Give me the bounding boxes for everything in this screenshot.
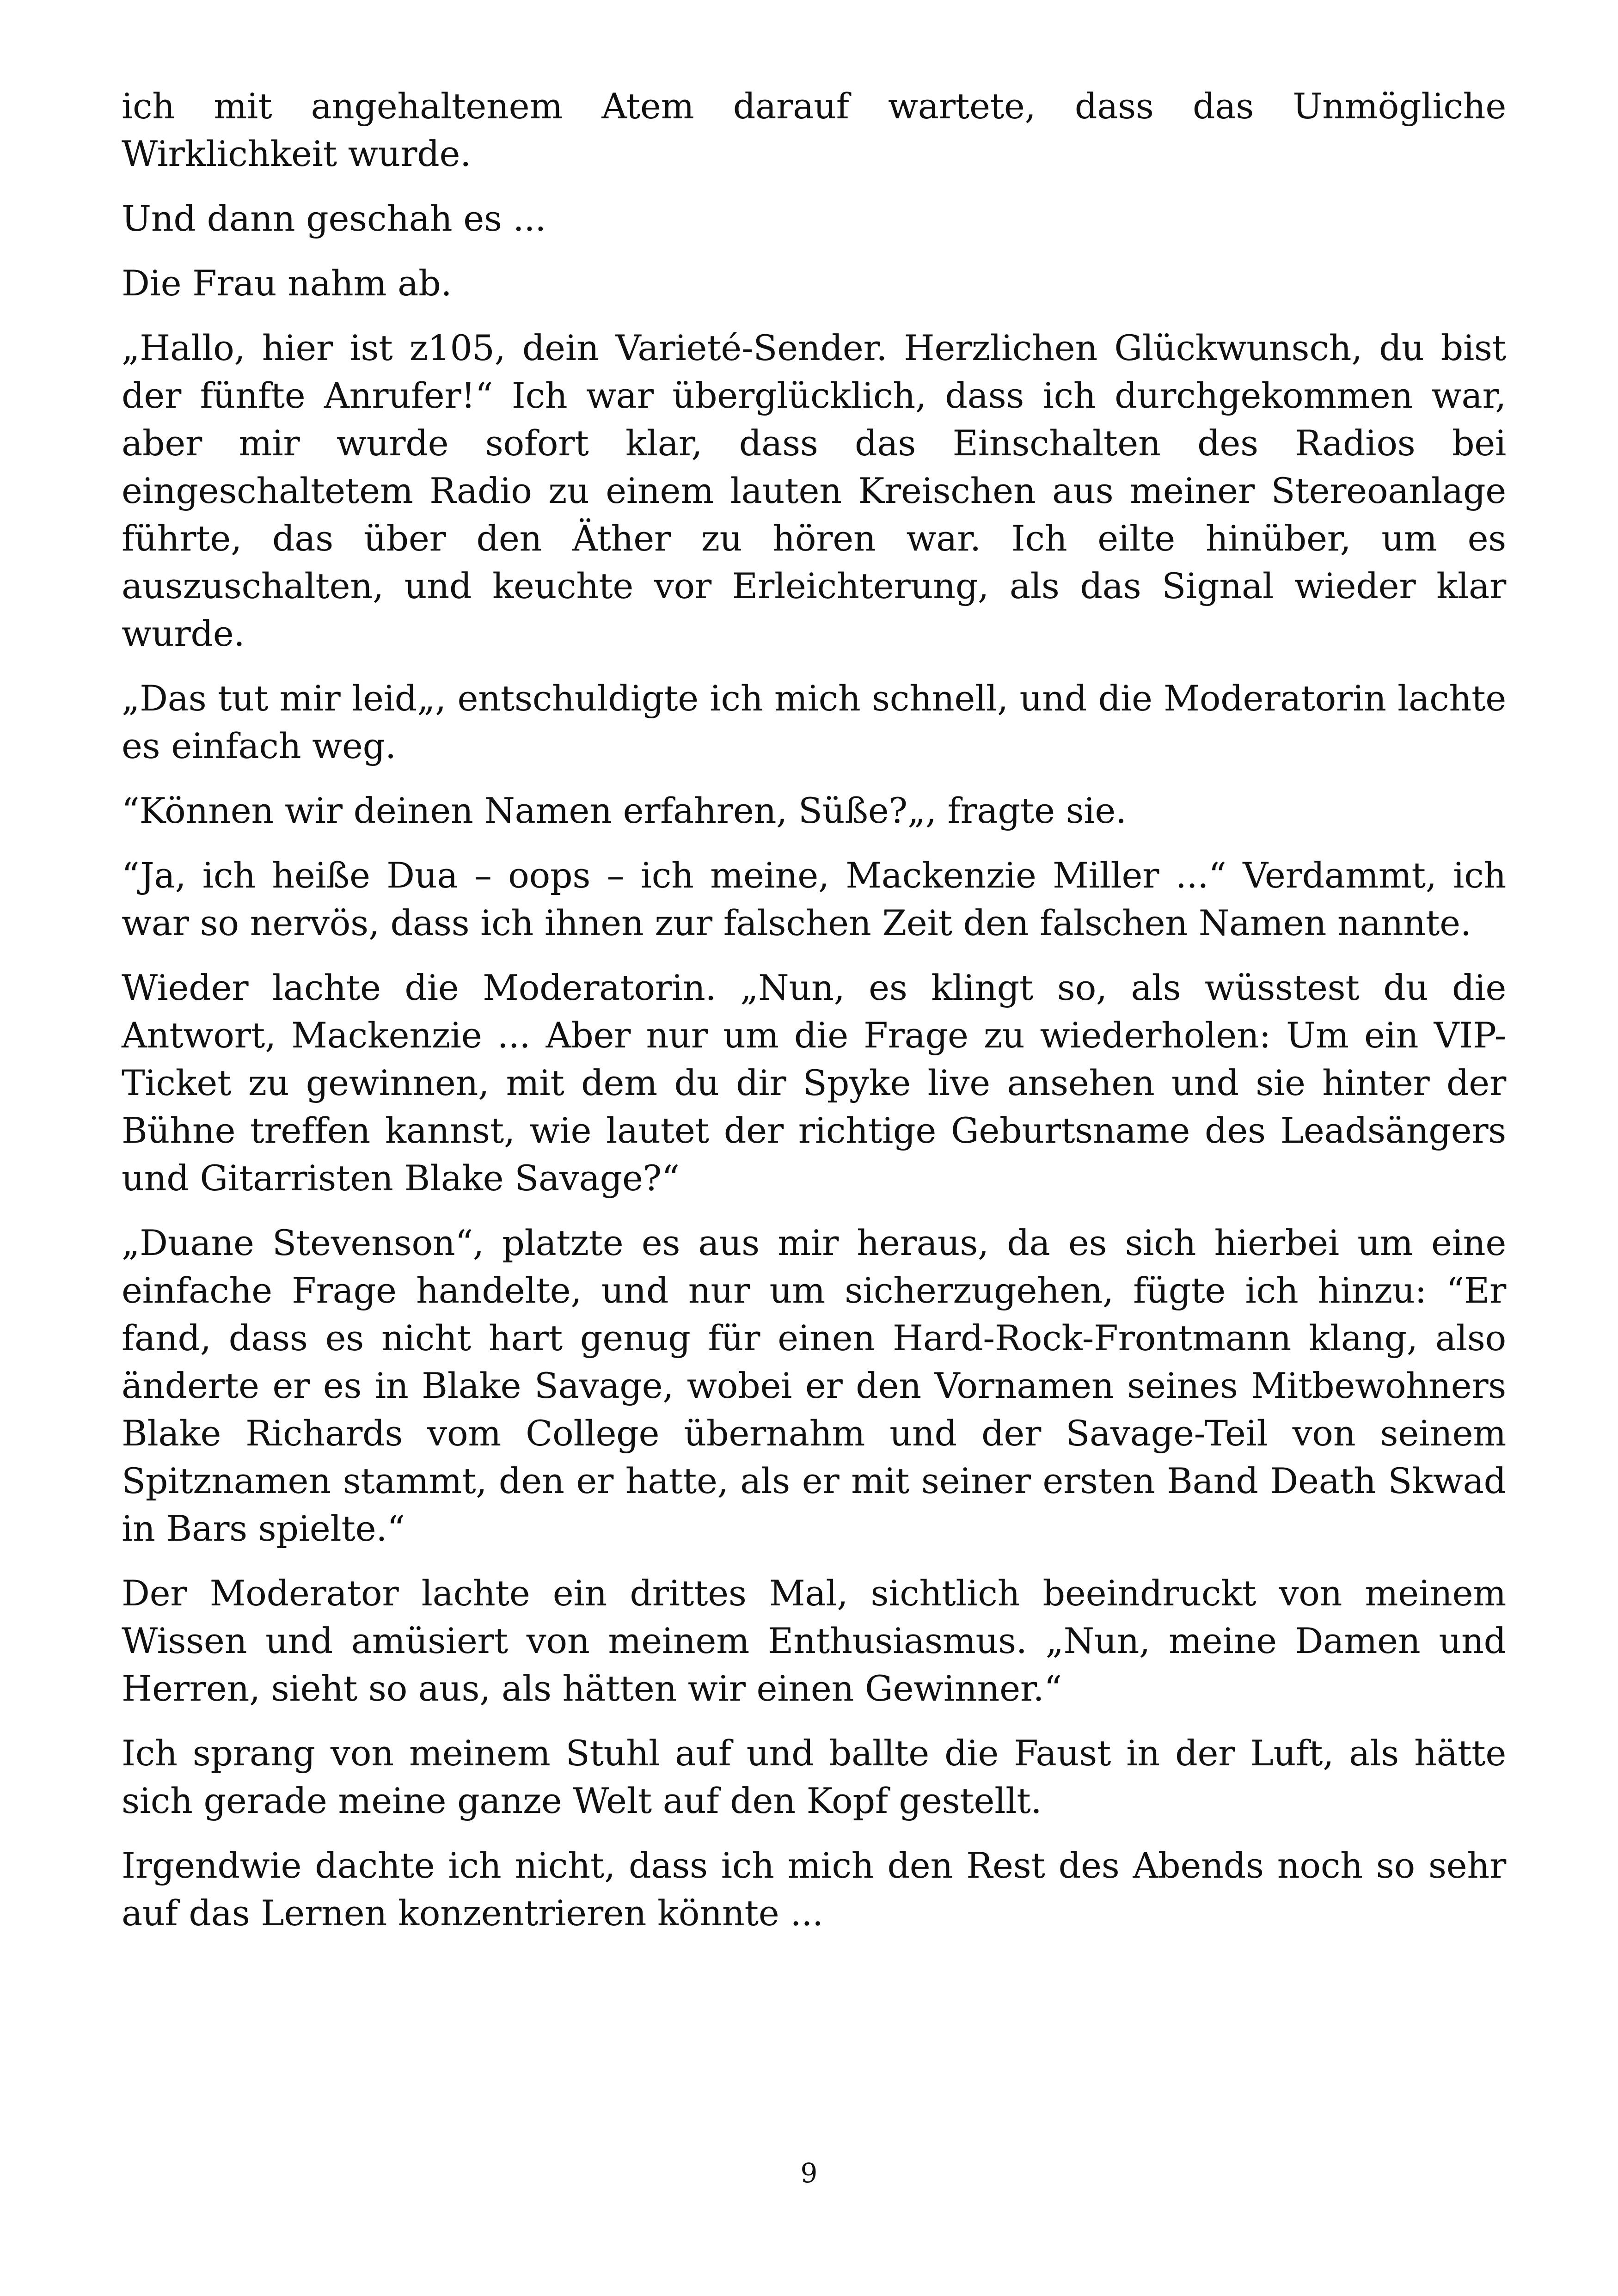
paragraph-6: “Können wir deinen Namen erfahren, Süße?„, fragte sie.	[122, 790, 1127, 831]
page-number: 9	[800, 2157, 818, 2189]
paragraph-10: Der Moderator lachte ein drittes Mal, sichtlich beeindruckt von meinem Wissen und amüsiert von meinem Enthusiasmus. „Nun, meine Damen und Herren, sieht so aus, als hätten wir einen Gewinner.“	[122, 1573, 1506, 1709]
paragraph-2: Und dann geschah es ...	[122, 198, 546, 239]
paragraph-9: „Duane Stevenson“, platzte es aus mir heraus, da es sich hierbei um eine einfache Frage handelte, und nur um sicherzugehen, fügte ich hinzu: “Er fand, dass es nicht hart genug für einen Hard-Rock-Frontmann klang, also änderte er es in Blake Savage, wobei er den Vornamen seines Mitbewohners Blake Richards vom College übernahm und der Savage-Teil von seinem Spitznamen stammt, den er hatte, als er mit seiner ersten Band Death Skwad in Bars spielte.“	[122, 1222, 1506, 1549]
paragraph-11: Ich sprang von meinem Stuhl auf und ballte die Faust in der Luft, als hätte sich gerade meine ganze Welt auf den Kopf gestellt.	[122, 1733, 1506, 1821]
paragraph-12: Irgendwie dachte ich nicht, dass ich mich den Rest des Abends noch so sehr auf das Lernen konzentrieren könnte ...	[122, 1845, 1506, 1934]
paragraph-8: Wieder lachte die Moderatorin. „Nun, es klingt so, als wüsstest du die Antwort, Mackenzie ... Aber nur um die Frage zu wiederholen: Um ein VIP-Ticket zu gewinnen, mit dem du dir Spyke live ansehen und sie hinter der Bühne treffen kannst, wie lautet der richtige Geburtsname des Leadsängers und Gitarristen Blake Savage?“	[122, 967, 1506, 1199]
paragraph-3: Die Frau nahm ab.	[122, 263, 452, 304]
body-text	[122, 82, 1506, 1954]
paragraph-5: „Das tut mir leid„, entschuldigte ich mich schnell, und die Moderatorin lachte es einfach weg.	[122, 678, 1506, 766]
paragraph-1: ich mit angehaltenem Atem darauf wartete, dass das Unmögliche Wirklichkeit wurde.	[122, 86, 1506, 174]
paragraph-4: „Hallo, hier ist z105, dein Varieté-Sender. Herzlichen Glückwunsch, du bist der fünfte Anrufer!“ Ich war überglücklich, dass ich durchgekommen war, aber mir wurde sofort klar, dass das Einschalten des Radios bei eingeschaltetem Radio zu einem lauten Kreischen aus meiner Stereoanlage führte, das über den Äther zu hören war. Ich eilte hinüber, um es auszuschalten, und keuchte vor Erleichterung, als das Signal wieder klar wurde.	[122, 327, 1506, 654]
paragraph-7: “Ja, ich heiße Dua – oops – ich meine, Mackenzie Miller ...“ Verdammt, ich war so nervös, dass ich ihnen zur falschen Zeit den falschen Namen nannte.	[122, 855, 1506, 943]
